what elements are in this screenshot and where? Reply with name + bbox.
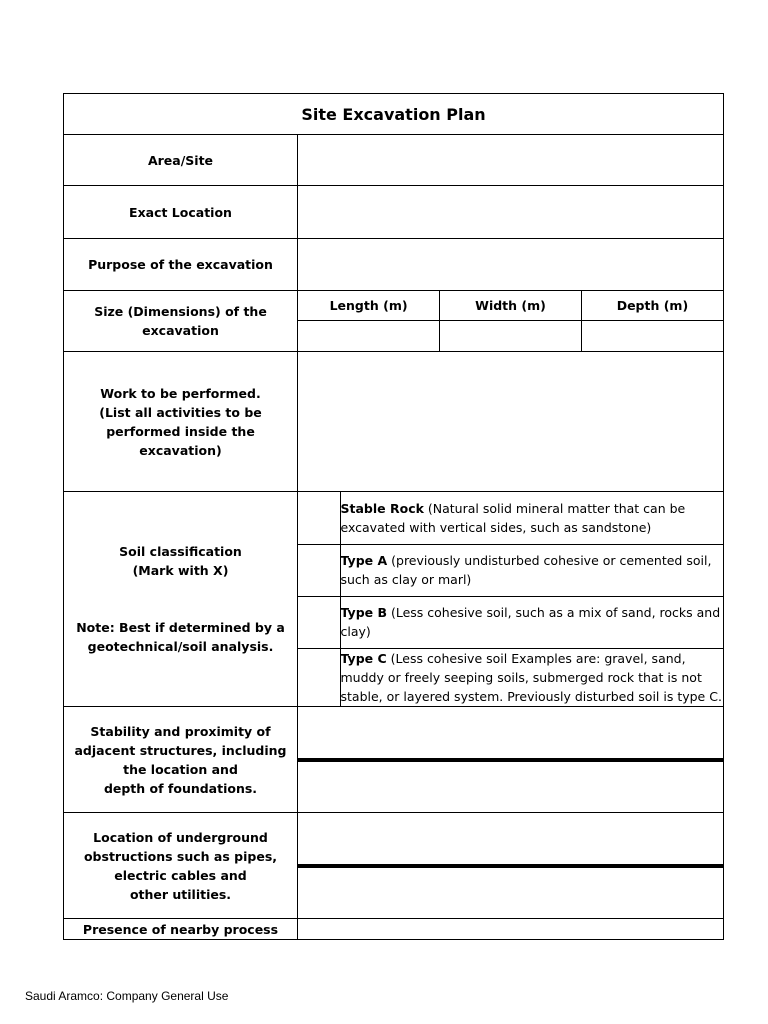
stability-lines xyxy=(298,707,724,813)
work-label-line2: (List all activities to be performed inside the excavation) xyxy=(99,404,262,458)
underground-lines xyxy=(298,813,724,919)
type-a-text xyxy=(340,544,723,596)
soil-note: Note: Best if determined by a geotechnical/soil analysis. xyxy=(76,620,285,654)
underground-label-line1: Location of underground obstructions such as pipes, electric cables and xyxy=(83,829,278,883)
process-label: Presence of nearby process xyxy=(64,919,298,940)
type-a-name: Type A xyxy=(340,553,388,568)
work-field[interactable] xyxy=(298,352,724,492)
soil-options xyxy=(298,492,724,707)
footer-classification: Saudi Aramco: Company General Use xyxy=(25,989,229,1003)
type-c-checkbox[interactable] xyxy=(298,648,340,706)
area-site-label: Area/Site xyxy=(64,135,298,186)
stability-label xyxy=(64,707,298,813)
work-label xyxy=(64,352,298,492)
area-site-field[interactable] xyxy=(298,135,724,186)
stability-label-line1: Stability and proximity of adjacent structures, including the location and xyxy=(74,723,287,777)
site-excavation-plan-form xyxy=(63,93,724,940)
purpose-label: Purpose of the excavation xyxy=(64,239,298,291)
type-b-name: Type B xyxy=(340,605,387,620)
depth-header: Depth (m) xyxy=(581,291,723,321)
type-c-desc: (Less cohesive soil Examples are: gravel, sand, muddy or freely seeping soils, submerged rock that is not stable, or layered system. Previously disturbed soil is type C. xyxy=(340,650,722,704)
stable-rock-text xyxy=(340,492,723,544)
underground-label-line2: other utilities. xyxy=(129,886,232,902)
width-header: Width (m) xyxy=(440,291,582,321)
size-label: Size (Dimensions) of the excavation xyxy=(64,291,298,352)
stability-label-line2: depth of foundations. xyxy=(103,780,258,796)
size-grid xyxy=(298,291,724,352)
soil-label xyxy=(64,492,298,707)
type-b-desc: (Less cohesive soil, such as a mix of sand, rocks and clay) xyxy=(340,605,721,639)
type-a-checkbox[interactable] xyxy=(298,544,340,596)
underground-label xyxy=(64,813,298,919)
type-b-text xyxy=(340,596,723,648)
stability-line[interactable] xyxy=(298,761,723,762)
process-field[interactable] xyxy=(298,919,724,940)
exact-location-field[interactable] xyxy=(298,186,724,239)
type-a-desc: (previously undisturbed cohesive or cemented soil, such as clay or marl) xyxy=(340,553,712,587)
stable-rock-checkbox[interactable] xyxy=(298,492,340,544)
soil-label-line1: Soil classification xyxy=(119,544,242,559)
exact-location-label: Exact Location xyxy=(64,186,298,239)
form-title: Site Excavation Plan xyxy=(64,94,724,135)
work-label-line1: Work to be performed. xyxy=(100,385,261,401)
stable-rock-desc: (Natural solid mineral matter that can be excavated with vertical sides, such as sandstone) xyxy=(340,500,686,535)
width-field[interactable] xyxy=(440,321,582,352)
depth-field[interactable] xyxy=(581,321,723,352)
type-c-name: Type C xyxy=(340,650,387,666)
type-b-checkbox[interactable] xyxy=(298,596,340,648)
length-field[interactable] xyxy=(298,321,440,352)
soil-label-line2: (Mark with X) xyxy=(132,563,229,578)
type-c-text xyxy=(340,648,723,706)
underground-line[interactable] xyxy=(298,867,723,868)
length-header: Length (m) xyxy=(298,291,440,321)
purpose-field[interactable] xyxy=(298,239,724,291)
stable-rock-name: Stable Rock xyxy=(340,500,424,516)
